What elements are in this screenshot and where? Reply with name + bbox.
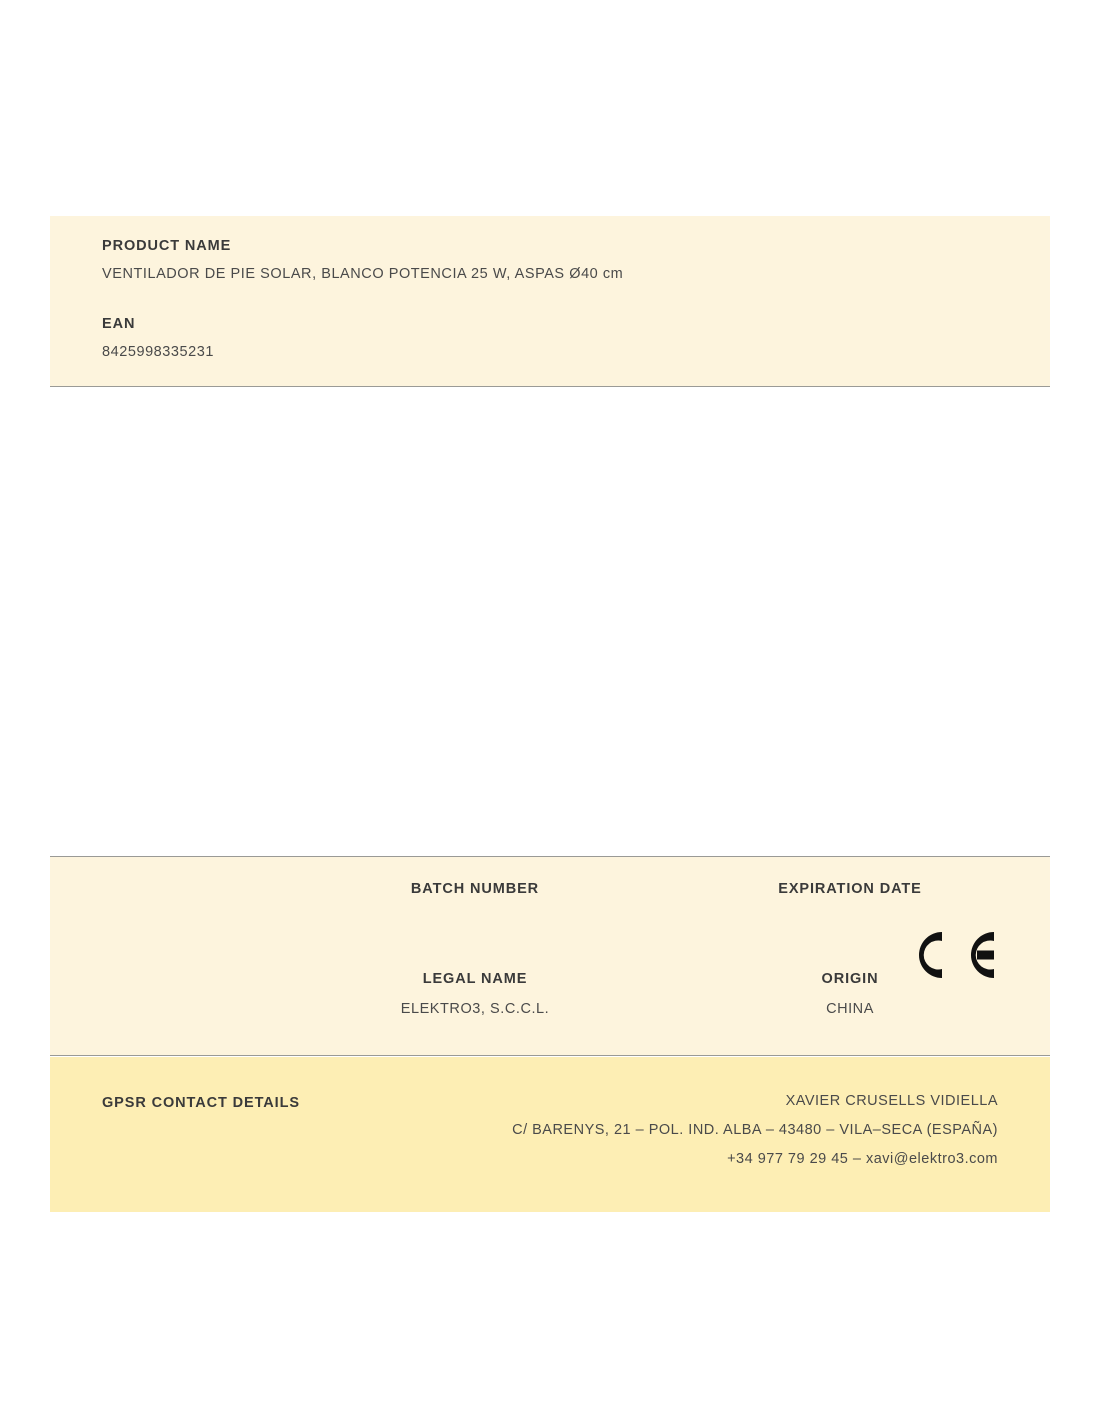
details-row-top <box>50 881 1050 927</box>
details-spacer-left-2 <box>50 971 300 1017</box>
details-row-bottom <box>50 971 1050 1017</box>
ean-value: 8425998335231 <box>102 344 214 360</box>
product-details-block <box>50 856 1050 1056</box>
expiration-date-cell <box>650 881 1050 927</box>
gpsr-contact-phone-email: +34 977 79 29 45 – xavi@elektro3.com <box>727 1151 998 1167</box>
product-info-block <box>50 216 1050 387</box>
gpsr-contact-person: XAVIER CRUSELLS VIDIELLA <box>785 1093 998 1109</box>
gpsr-contact-label: GPSR CONTACT DETAILS <box>102 1095 300 1111</box>
batch-number-cell <box>300 881 650 927</box>
legal-name-label: LEGAL NAME <box>422 971 528 987</box>
details-spacer-left <box>50 881 300 927</box>
batch-number-label: BATCH NUMBER <box>410 881 540 897</box>
ce-marking-icon <box>902 925 1002 983</box>
product-name-label: PRODUCT NAME <box>102 238 232 254</box>
blank-content-area <box>50 400 1050 856</box>
spacer <box>102 282 998 316</box>
gpsr-contact-address: C/ BARENYS, 21 – POL. IND. ALBA – 43480 – VILA–SECA (ESPAÑA) <box>512 1122 998 1138</box>
legal-name-value: ELEKTRO3, S.C.C.L. <box>400 1001 550 1017</box>
product-name-value: VENTILADOR DE PIE SOLAR, BLANCO POTENCIA 25 W, ASPAS Ø40 cm <box>102 266 624 282</box>
origin-value: CHINA <box>826 1001 874 1017</box>
expiration-date-label: EXPIRATION DATE <box>778 881 922 897</box>
origin-label: ORIGIN <box>821 971 879 987</box>
legal-name-cell <box>300 971 650 1017</box>
batch-number-value <box>300 911 650 927</box>
gpsr-contact-block <box>50 1057 1050 1212</box>
ean-label: EAN <box>102 316 136 332</box>
